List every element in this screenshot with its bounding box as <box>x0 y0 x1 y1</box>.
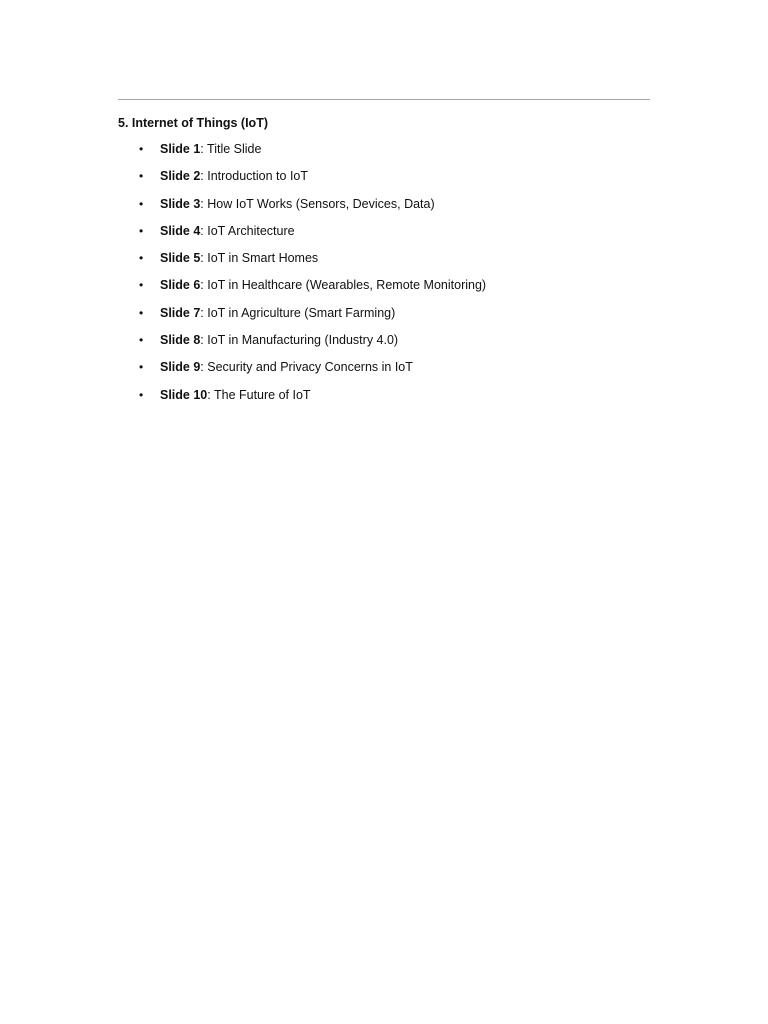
label-separator: : <box>207 387 214 402</box>
label-separator: : <box>200 169 208 184</box>
bullet-icon: • <box>139 278 144 293</box>
slide-title: IoT Architecture <box>207 223 295 238</box>
slide-title: Title Slide <box>207 142 262 156</box>
label-separator: : <box>200 142 208 156</box>
bullet-icon: • <box>139 169 144 184</box>
slide-label: Slide 9 <box>160 360 201 375</box>
bullet-icon: • <box>139 333 144 348</box>
bullet-icon: • <box>139 223 144 238</box>
label-separator: : <box>200 223 208 238</box>
bullet-icon: • <box>139 360 144 375</box>
label-separator: : <box>200 305 208 320</box>
slide-label: Slide 10 <box>160 387 208 402</box>
slide-title: IoT in Smart Homes <box>207 251 319 266</box>
label-separator: : <box>200 196 208 211</box>
bullet-icon: • <box>139 196 144 211</box>
slide-label: Slide 8 <box>160 333 201 348</box>
slide-title: How IoT Works (Sensors, Devices, Data) <box>207 196 435 211</box>
label-separator: : <box>200 333 208 348</box>
slide-label: Slide 6 <box>160 278 201 293</box>
slide-label: Slide 7 <box>160 305 201 320</box>
slide-label: Slide 3 <box>160 196 201 211</box>
slide-title: IoT in Manufacturing (Industry 4.0) <box>207 333 399 348</box>
slide-label: Slide 4 <box>160 223 201 238</box>
slide-title: IoT in Healthcare (Wearables, Remote Monitoring) <box>207 278 487 293</box>
label-separator: : <box>200 360 208 375</box>
bullet-icon: • <box>139 142 144 156</box>
bullet-icon: • <box>139 387 144 402</box>
slide-title: Introduction to IoT <box>207 169 309 184</box>
slide-title: IoT in Agriculture (Smart Farming) <box>207 305 396 320</box>
slide-label: Slide 1 <box>160 142 201 156</box>
section-heading: 5. Internet of Things (IoT) <box>118 116 268 130</box>
slide-label: Slide 5 <box>160 251 201 266</box>
label-separator: : <box>200 278 208 293</box>
horizontal-rule <box>118 99 650 100</box>
label-separator: : <box>200 251 208 266</box>
slide-title: Security and Privacy Concerns in IoT <box>207 360 413 375</box>
slide-label: Slide 2 <box>160 169 201 184</box>
bullet-icon: • <box>139 305 144 320</box>
slide-title: The Future of IoT <box>213 387 311 402</box>
bullet-icon: • <box>139 251 144 266</box>
